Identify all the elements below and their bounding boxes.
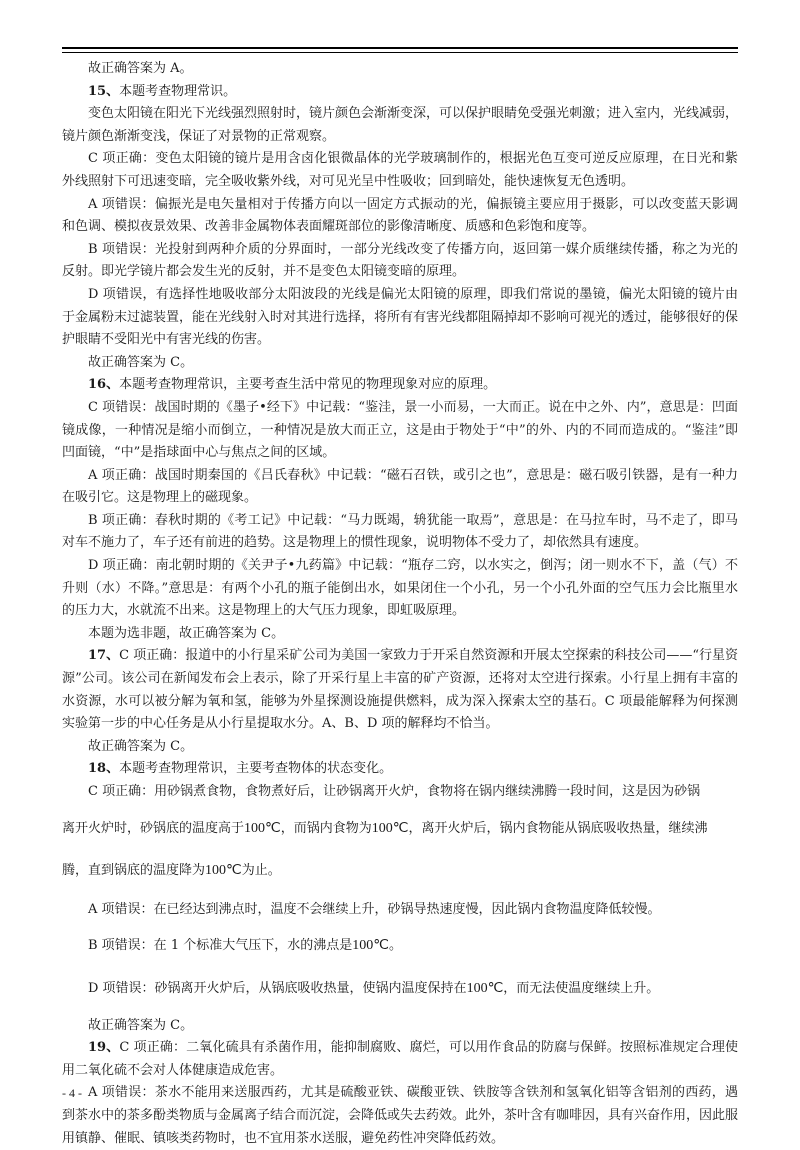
paragraph: 变色太阳镜在阳光下光线强烈照射时，镜片颜色会渐渐变深，可以保护眼睛免受强光刺激；进入室内，光线减弱，镜片颜色渐渐变浅，保证了对景物的正常观察。 — [62, 106, 739, 144]
option-b: B 项错误：光投射到两种介质的分界面时，一部分光线改变了传播方向，返回第一媒介质继续传播，称之为光的反射。即光学镜片都会发生光的反射，并不是变色太阳镜变暗的原理。 — [62, 241, 738, 280]
option-b: B 项错误：在 1 个标准大气压下，水的沸点是100℃。 — [88, 938, 402, 954]
option-c-line-1: C 项正确：用砂锅煮食物，食物煮好后，让砂锅离开火炉，食物将在锅内继续沸腾一段时间，这是因为砂锅 — [88, 784, 701, 799]
answer-18: 故正确答案为 C。 — [88, 1017, 194, 1033]
option-a: A 项错误：茶水不能用来送服西药，尤其是硫酸亚铁、碳酸亚铁、铁胺等含铁剂和氢氧化铝等含铝剂的西药，遇到茶水中的茶多酚类物质与金属离子结合而沉淀，会降低或失去药效。此外，茶叶含有咖啡因，具有兴奋作用，因此服用镇静、催眠、镇咳类药物时，也不宜用茶水送服，避免药性冲突降低药效。 — [62, 1085, 739, 1146]
question-17-paragraph: 17、C 项正确：报道中的小行星采矿公司为美国一家致力于开采自然资源和开展太空探索的科技公司——“行星资源”公司。该公司在新闻发布会上表示，除了开采行星上丰富的矿产资源，还将对太空进行探索。小行星上拥有丰富的水资源，水可以被分解为氧和氢，能够为外星探测设施提供燃料，成为深入探索太空的基石。C 项最能解释为何探测实验第一步的中心任务是从小行星提取水分。A、B、D 项的解释均不恰当。 — [62, 648, 738, 732]
header-rule-thick — [62, 47, 738, 49]
answer-16: 本题为选非题，故正确答案为 C。 — [88, 625, 285, 641]
option-c: C 项错误：战国时期的《墨子•经下》中记载：“鉴洼，景一小而易，一大而正。说在中之外、内”，意思是：凹面镜成像，一种情况是缩小而倒立，一种情况是放大而正立，这是由于物处于“中”的外、内的不同而造成的。“鉴洼”即凹面镜，“中”是指球面中心与焦点之间的区域。 — [62, 399, 738, 461]
temperature-value: 100℃ — [205, 863, 242, 879]
option-c-line-2: 离开火炉时，砂锅底的温度高于100℃，而锅内食物为100℃，离开火炉后，锅内食物能从锅底吸收热量，继续沸 — [62, 820, 708, 836]
question-number: 18、 — [88, 761, 120, 777]
option-d: D 项正确：南北朝时期的《关尹子•九药篇》中记载：“瓶存二窍，以水实之，倒泻；闭一则水不下，盖（气）不升则（水）不降。”意思是：有两个小孔的瓶子能倒出水，如果闭住一个小孔，另一个小孔外面的空气压力会比瓶里水的压力大，水就流不出来。这是物理上的大气压力现象，即虹吸原理。 — [62, 558, 738, 619]
temperature-value: 100℃ — [371, 820, 409, 836]
answer-17: 故正确答案为 C。 — [88, 738, 194, 754]
option-a: A 项正确：战国时期秦国的《吕氏春秋》中记载：“磁石召铁，或引之也”，意思是：磁石吸引铁器，是有一种力在吸引它。这是物理上的磁现象。 — [62, 467, 738, 506]
question-15-heading: 15、本题考查物理常识。 — [88, 83, 237, 99]
question-number: 15、 — [88, 83, 120, 99]
header-rule-thin — [62, 52, 738, 53]
temperature-value: 100℃ — [466, 980, 504, 996]
option-d: D 项错误：砂锅离开火炉后，从锅底吸收热量，使锅内温度保持在100℃，而无法使温度继续上升。 — [88, 980, 660, 996]
answer-14: 故正确答案为 A。 — [88, 61, 193, 76]
option-c: C 项正确：变色太阳镜的镜片是用含卤化银微晶体的光学玻璃制作的，根据光色互变可逆反应原理，在日光和紫外线照射下可迅速变暗，完全吸收紫外线，对可见光呈中性吸收；回到暗处，能快速恢复无色透明。 — [62, 151, 738, 189]
question-16-heading: 16、本题考查物理常识，主要考查生活中常见的物理现象对应的原理。 — [88, 377, 497, 393]
question-number: 17、 — [88, 648, 120, 664]
option-b: B 项正确：春秋时期的《考工记》中记载：“马力既竭，辀犹能一取焉”，意思是：在马拉车时，马不走了，即马对车不施力了，车子还有前进的趋势。这是物理上的惯性现象，说明物体不受力了，却依然具有速度。 — [62, 512, 738, 551]
question-19-paragraph: 19、C 项正确：二氧化硫具有杀菌作用，能抑制腐败、腐烂，可以用作食品的防腐与保鲜。按照标准规定合理使用二氧化硫不会对人体健康造成危害。 — [62, 1040, 738, 1078]
option-c-line-3: 腾，直到锅底的温度降为100℃为止。 — [62, 863, 281, 879]
temperature-value: 100℃ — [244, 820, 281, 836]
option-a: A 项错误：在已经达到沸点时，温度不会继续上升，砂锅导热速度慢，因此锅内食物温度降低较慢。 — [88, 901, 661, 917]
page-number: - 4 - — [62, 1086, 82, 1100]
document-body — [62, 58, 738, 1150]
temperature-value: 100℃ — [352, 938, 389, 954]
question-18-heading: 18、本题考查物理常识，主要考查物体的状态变化。 — [88, 761, 393, 777]
option-a: A 项错误：偏振光是电矢量相对于传播方向以一固定方式振动的光，偏振镜主要应用于摄影，可以改变蓝天影调和色调、模拟夜景效果、改善非金属物体表面耀斑部位的影像清晰度、质感和色彩饱和度等。 — [62, 196, 738, 235]
question-number: 19、 — [88, 1040, 120, 1056]
answer-15: 故正确答案为 C。 — [88, 354, 194, 370]
option-d: D 项错误，有选择性地吸收部分太阳波段的光线是偏光太阳镜的原理，即我们常说的墨镜，偏光太阳镜的镜片由于金属粉末过滤装置，能在光线射入时对其进行选择，将所有有害光线都阻隔掉却不影响可视光的透过，能够很好的保护眼睛不受阳光中有害光线的伤害。 — [62, 286, 739, 348]
question-number: 16、 — [88, 377, 120, 393]
